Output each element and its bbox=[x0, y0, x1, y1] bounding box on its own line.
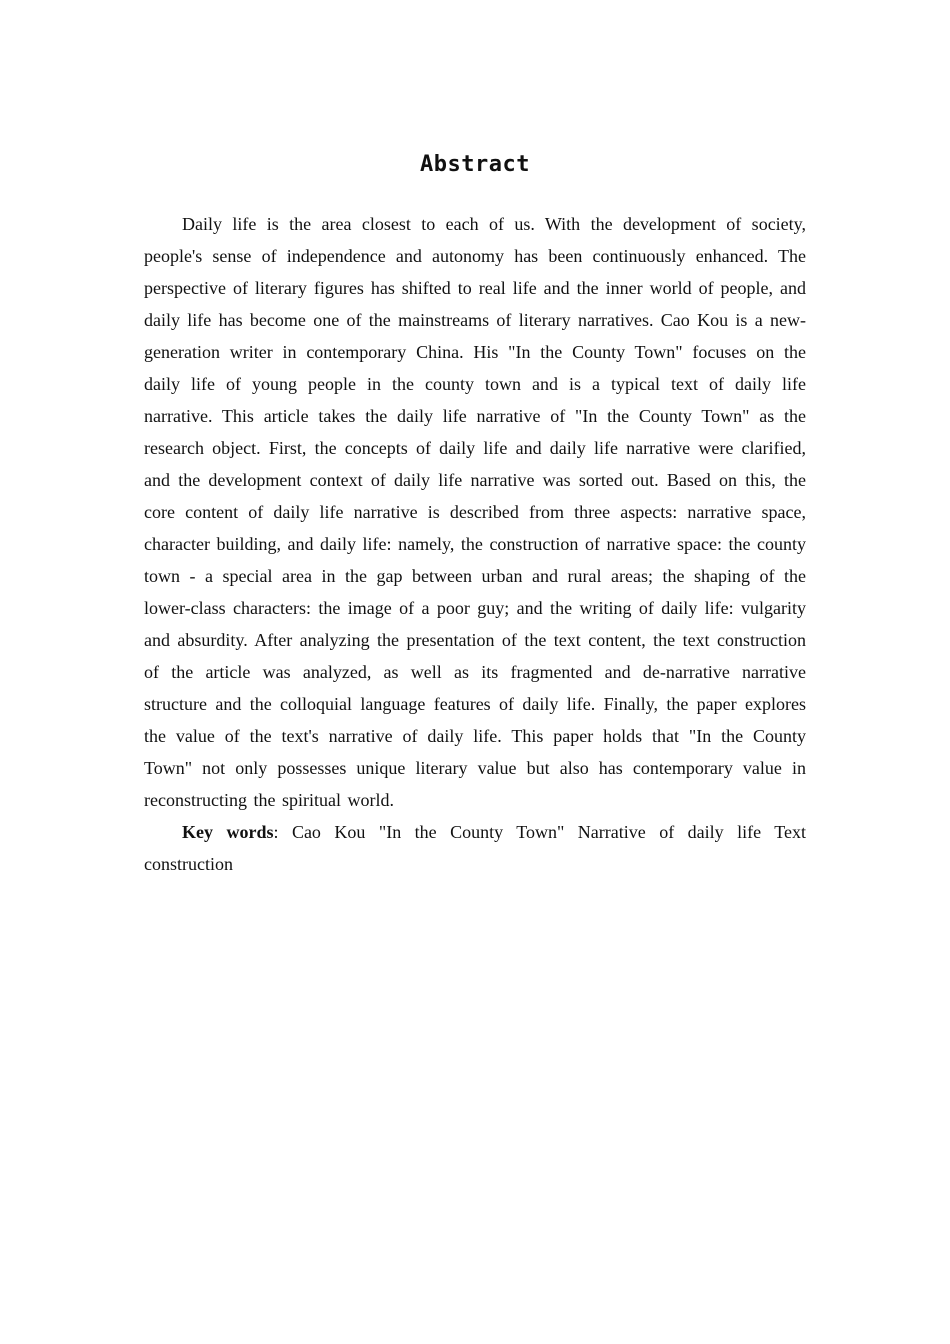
keywords-separator: : bbox=[273, 822, 292, 842]
abstract-body: Daily life is the area closest to each of us. With the development of society, people's sense of independence and autonomy has been continuously enhanced. The perspective of literary figures has shifted to real life and the inner world of people, and daily life has become one of the mainstreams of literary narratives. Cao Kou is a new-generation writer in contemporary China. His "In the County Town" focuses on the daily life of young people in the county town and is a typical text of daily life narrative. This article takes the daily life narrative of "In the County Town" as the research object. First, the concepts of daily life and daily life narrative were clarified, and the development context of daily life narrative was sorted out. Based on this, the core content of daily life narrative is described from three aspects: narrative space, character building, and daily life: namely, the construction of narrative space: the county town - a special area in the gap between urban and rural areas; the shaping of the lower-class characters: the image of a poor guy; and the writing of daily life: vulgarity and absurdity. After analyzing the presentation of the text content, the text construction of the article was analyzed, as well as its fragmented and de-narrative narrative structure and the colloquial language features of daily life. Finally, the paper explores the value of the text's narrative of daily life. This paper holds that "In the County Town" not only possesses unique literary value but also has contemporary value in reconstructing the spiritual world. bbox=[144, 214, 806, 810]
keywords-paragraph bbox=[144, 816, 806, 880]
abstract-title: Abstract bbox=[420, 152, 530, 177]
keywords-label: Key words bbox=[182, 822, 274, 842]
abstract-page bbox=[144, 148, 806, 880]
keywords-list: Cao Kou "In the County Town" Narrative of daily life Text construction bbox=[144, 822, 806, 874]
